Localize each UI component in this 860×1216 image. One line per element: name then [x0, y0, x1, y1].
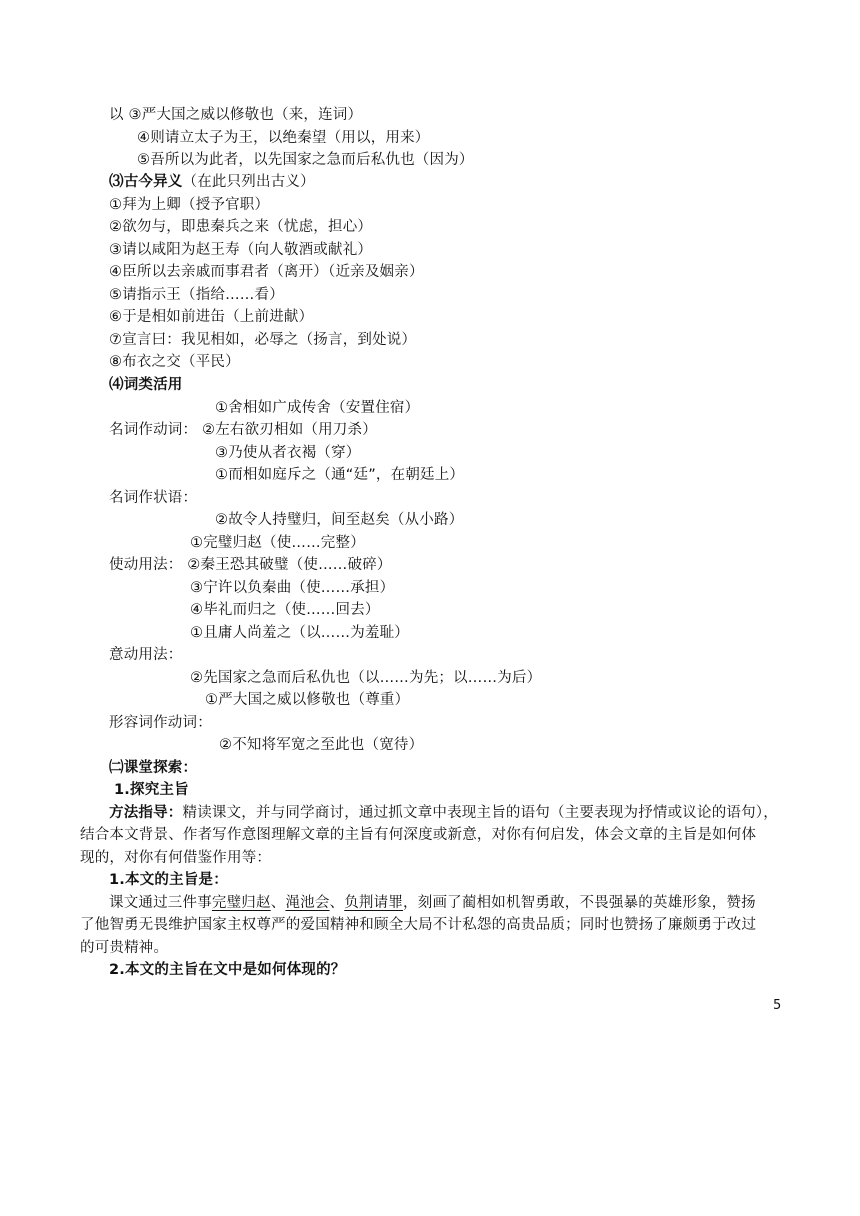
- text-line: ④毕礼而归之（使……回去）: [190, 602, 380, 618]
- text-line: ②欲勿与，即患秦兵之来（忧虑，担心）: [109, 219, 373, 235]
- underlined-event-1: 完璧归赵: [211, 895, 271, 911]
- text-line: ①舍相如广成传舍（安置住宿）: [215, 400, 420, 416]
- text-line: ③宁许以负秦曲（使……承担）: [190, 580, 395, 596]
- text-line: ③请以咸阳为赵王寿（向人敬酒或献礼）: [109, 242, 373, 258]
- heading-note: （在此只列出古义）: [182, 174, 315, 190]
- text-line: ⑦宣言曰：我见相如，必辱之（扬言，到处说）: [109, 332, 417, 348]
- text-line: 的可贵精神。: [80, 940, 169, 956]
- text-line: ①严大国之威以修敬也（尊重）: [205, 692, 410, 708]
- text-line: ②故令人持璧归，间至赵矣（从小路）: [215, 512, 464, 528]
- text-line: 形容词作动词：: [109, 715, 212, 731]
- answer-text: 课文通过三件事: [109, 895, 212, 911]
- text-line: ②先国家之急而后私仇也（以……为先；以……为后）: [190, 670, 542, 686]
- section-heading-classroom-exploration: ㈡课堂探索：: [109, 760, 198, 776]
- method-guidance-text: 精读课文，并与同学商讨，通过抓文章中表现主旨的语句（主要表现为抒情或议论的语句），: [182, 805, 778, 821]
- page-number: 5: [773, 998, 782, 1013]
- text-line: ①拜为上卿（授予官职）: [109, 197, 270, 213]
- text-line: ⑥于是相如前进缶（上前进献）: [109, 309, 314, 325]
- text-line: ④臣所以去亲戚而事君者（离开）（近亲及姻亲）: [109, 264, 424, 280]
- section-heading-ancient-modern-meanings: [109, 171, 315, 193]
- text-line: ①而相如庭斥之（通“廷”，在朝廷上）: [215, 467, 465, 483]
- separator: 、: [329, 895, 345, 911]
- heading-label: ⑶古今异义: [109, 174, 183, 190]
- text-line: 结合本文背景、作者写作意图理解文章的主旨有何深度或新意，对你有何启发，体会文章的主旨是如何体: [80, 827, 757, 843]
- question-heading-theme-expression: 2.本文的主旨在文中是如何体现的？: [109, 962, 346, 978]
- text-line: ③乃使从者衣褐（穿）: [215, 445, 361, 461]
- question-heading-theme: 1.本文的主旨是：: [109, 872, 228, 888]
- separator: 、: [270, 895, 286, 911]
- answer-text: ，刻画了蔺相如机智勇敢，不畏强暴的英雄形象，赞扬: [403, 895, 756, 911]
- text-line: ④则请立太子为王，以绝秦望（用以，用来）: [137, 130, 430, 146]
- text-line: ①且庸人尚羞之（以……为羞耻）: [190, 625, 409, 641]
- text-line: ⑤请指示王（指给……看）: [109, 287, 284, 303]
- underlined-event-3: 负荆请罪: [344, 895, 404, 911]
- text-line: 现的，对你有何借鉴作用等：: [80, 850, 272, 866]
- text-line: ⑤吾所以为此者，以先国家之急而后私仇也（因为）: [137, 152, 474, 168]
- method-guidance-line: [109, 802, 778, 824]
- text-line: ①完璧归赵（使……完整）: [190, 535, 365, 551]
- text-line: 使动用法： ②秦王恐其破璧（使……破碎）: [109, 557, 392, 573]
- section-heading-theme: 1.探究主旨: [114, 782, 189, 798]
- text-line: 名词作动词： ②左右欲刃相如（用刀杀）: [109, 422, 377, 438]
- text-line: 名词作状语：: [109, 490, 198, 506]
- underlined-event-2: 渑池会: [285, 895, 330, 911]
- answer-line: [109, 892, 756, 914]
- method-guidance-label: 方法指导：: [109, 805, 183, 821]
- text-line: 了他智勇无畏维护国家主权尊严的爱国精神和顾全大局不计私怨的高贵品质；同时也赞扬了廉颇勇于改过: [80, 917, 757, 933]
- section-heading-word-class: ⑷词类活用: [109, 377, 183, 393]
- text-line: 以 ③严大国之威以修敬也（来，连词）: [109, 107, 363, 123]
- text-line: ⑧布衣之交（平民）: [109, 354, 240, 370]
- text-line: ②不知将军宽之至此也（宽待）: [219, 737, 424, 753]
- text-line: 意动用法：: [109, 647, 183, 663]
